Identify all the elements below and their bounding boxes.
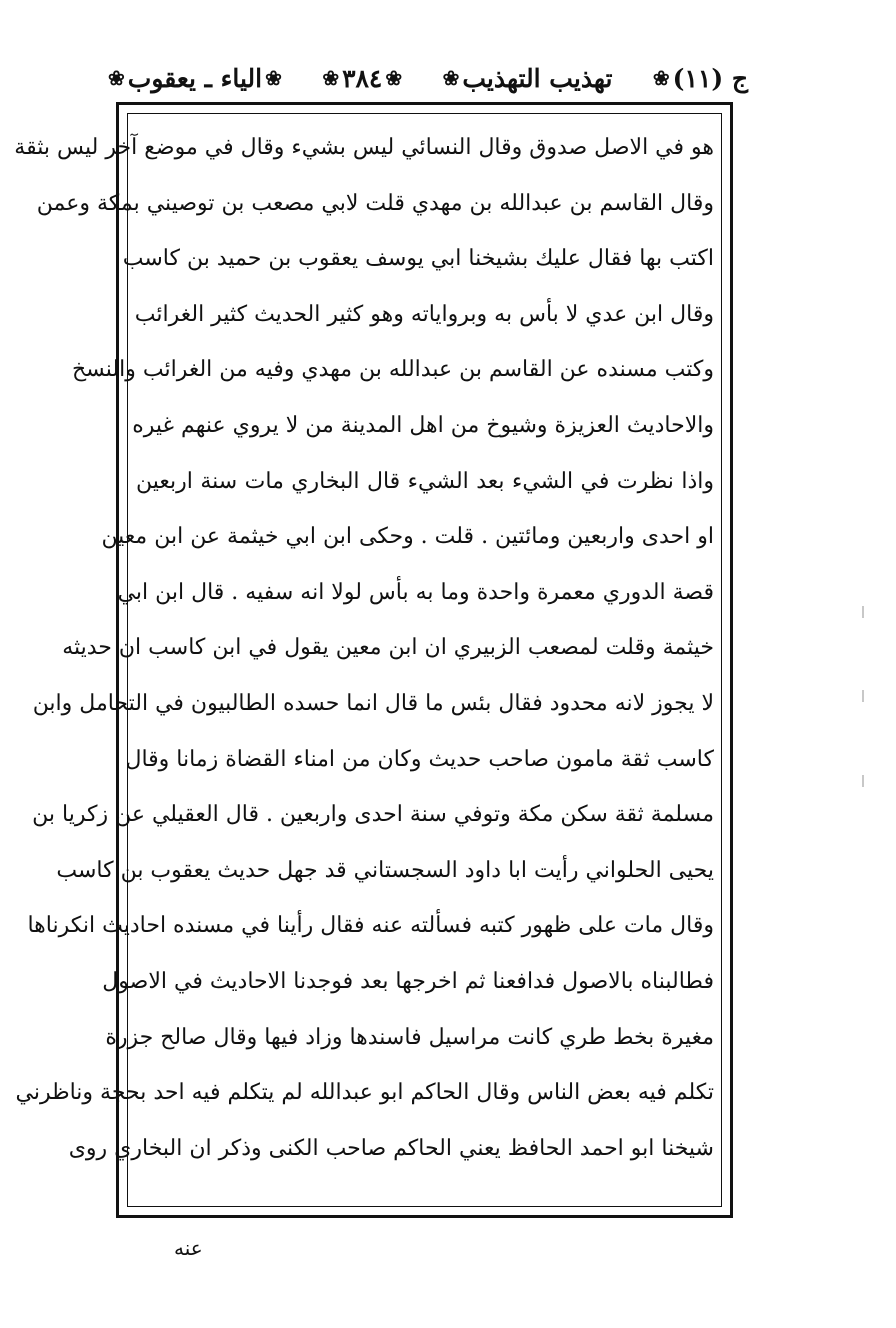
text-line: وقال ابن عدي لا بأس به وبرواياته وهو كثير الحديث كثير الغرائب	[134, 301, 714, 327]
text-line: والاحاديث العزيزة وشيوخ من اهل المدينة من لا يروي عنهم غيره	[132, 412, 714, 438]
text-line: شيخنا ابو احمد الحافظ يعني الحاكم صاحب الكنى وذكر ان البخاري روى	[68, 1135, 714, 1161]
running-header	[108, 58, 748, 98]
text-line: هو في الاصل صدوق وقال النسائي ليس بشيء وقال في موضع آخر ليس بثقة	[14, 135, 714, 160]
text-line: وقال مات على ظهور كتبه فسألته عنه فقال رأينا في مسنده احاديث انكرناها	[27, 913, 714, 939]
flower-ornament-icon: ❀	[385, 66, 403, 90]
scan-margin-mark	[862, 690, 864, 702]
page-number-text: ٣٨٤	[342, 63, 383, 93]
text-line: تكلم فيه بعض الناس وقال الحاكم ابو عبدالله لم يتكلم فيه احد بحجة وناظرني	[15, 1080, 714, 1106]
body-text	[14, 120, 714, 1176]
flower-ornament-icon: ❀	[652, 66, 670, 90]
text-line: وقال القاسم بن عبدالله بن مهدي قلت لابي مصعب بن توصيني بمكة وعمن	[36, 190, 714, 216]
text-line: واذا نظرت في الشيء بعد الشيء قال البخاري مات سنة اربعين	[136, 468, 714, 494]
text-line: فطالبناه بالاصول فدافعنا ثم اخرجها بعد فوجدنا الاحاديث في الاصول	[102, 968, 714, 994]
catchword: عنه	[174, 1236, 203, 1260]
text-line: مغيرة بخط طري كانت مراسيل فاسندها وزاد فيها وقال صالح جزرة	[105, 1024, 714, 1050]
scan-margin-mark	[862, 775, 864, 787]
text-line: اكتب بها فقال عليك بشيخنا ابي يوسف يعقوب بن حميد بن كاسب	[122, 246, 714, 272]
section-title	[108, 64, 282, 93]
text-line: لا يجوز لانه محدود فقال بئس ما قال انما حسده الطالبيون في التحامل وابن	[32, 690, 714, 716]
volume-number: ج (١١)	[672, 63, 748, 93]
text-line: او احدى واربعين ومائتين . قلت . وحكى ابن ابي خيثمة عن ابن معين	[101, 524, 714, 550]
flower-ornament-icon: ❀	[265, 66, 282, 90]
flower-ornament-icon: ❀	[322, 66, 340, 90]
book-title	[443, 64, 613, 93]
scan-margin-mark	[862, 606, 864, 618]
text-line: كاسب ثقة مامون صاحب حديث وكان من امناء القضاة زمانا وقال	[125, 746, 714, 772]
section-title-text: الياء ـ يعقوب	[127, 63, 263, 93]
volume-label	[653, 64, 748, 93]
page-number	[322, 64, 402, 93]
text-line: مسلمة ثقة سكن مكة وتوفي سنة احدى واربعين . قال العقيلي عن زكريا بن	[32, 802, 714, 828]
book-title-text: تهذيب التهذيب	[462, 63, 613, 93]
text-line: قصة الدوري معمرة واحدة وما به بأس لولا انه سفيه . قال ابن ابي	[117, 579, 714, 605]
text-line: يحيى الحلواني رأيت ابا داود السجستاني قد جهل حديث يعقوب بن كاسب	[56, 857, 714, 883]
text-line: وكتب مسنده عن القاسم بن عبدالله بن مهدي وفيه من الغرائب والنسخ	[71, 357, 714, 383]
text-line: خيثمة وقلت لمصعب الزبيري ان ابن معين يقول في ابن كاسب ان حديثه	[62, 635, 714, 661]
flower-ornament-icon: ❀	[108, 66, 125, 90]
flower-ornament-icon: ❀	[442, 66, 460, 90]
